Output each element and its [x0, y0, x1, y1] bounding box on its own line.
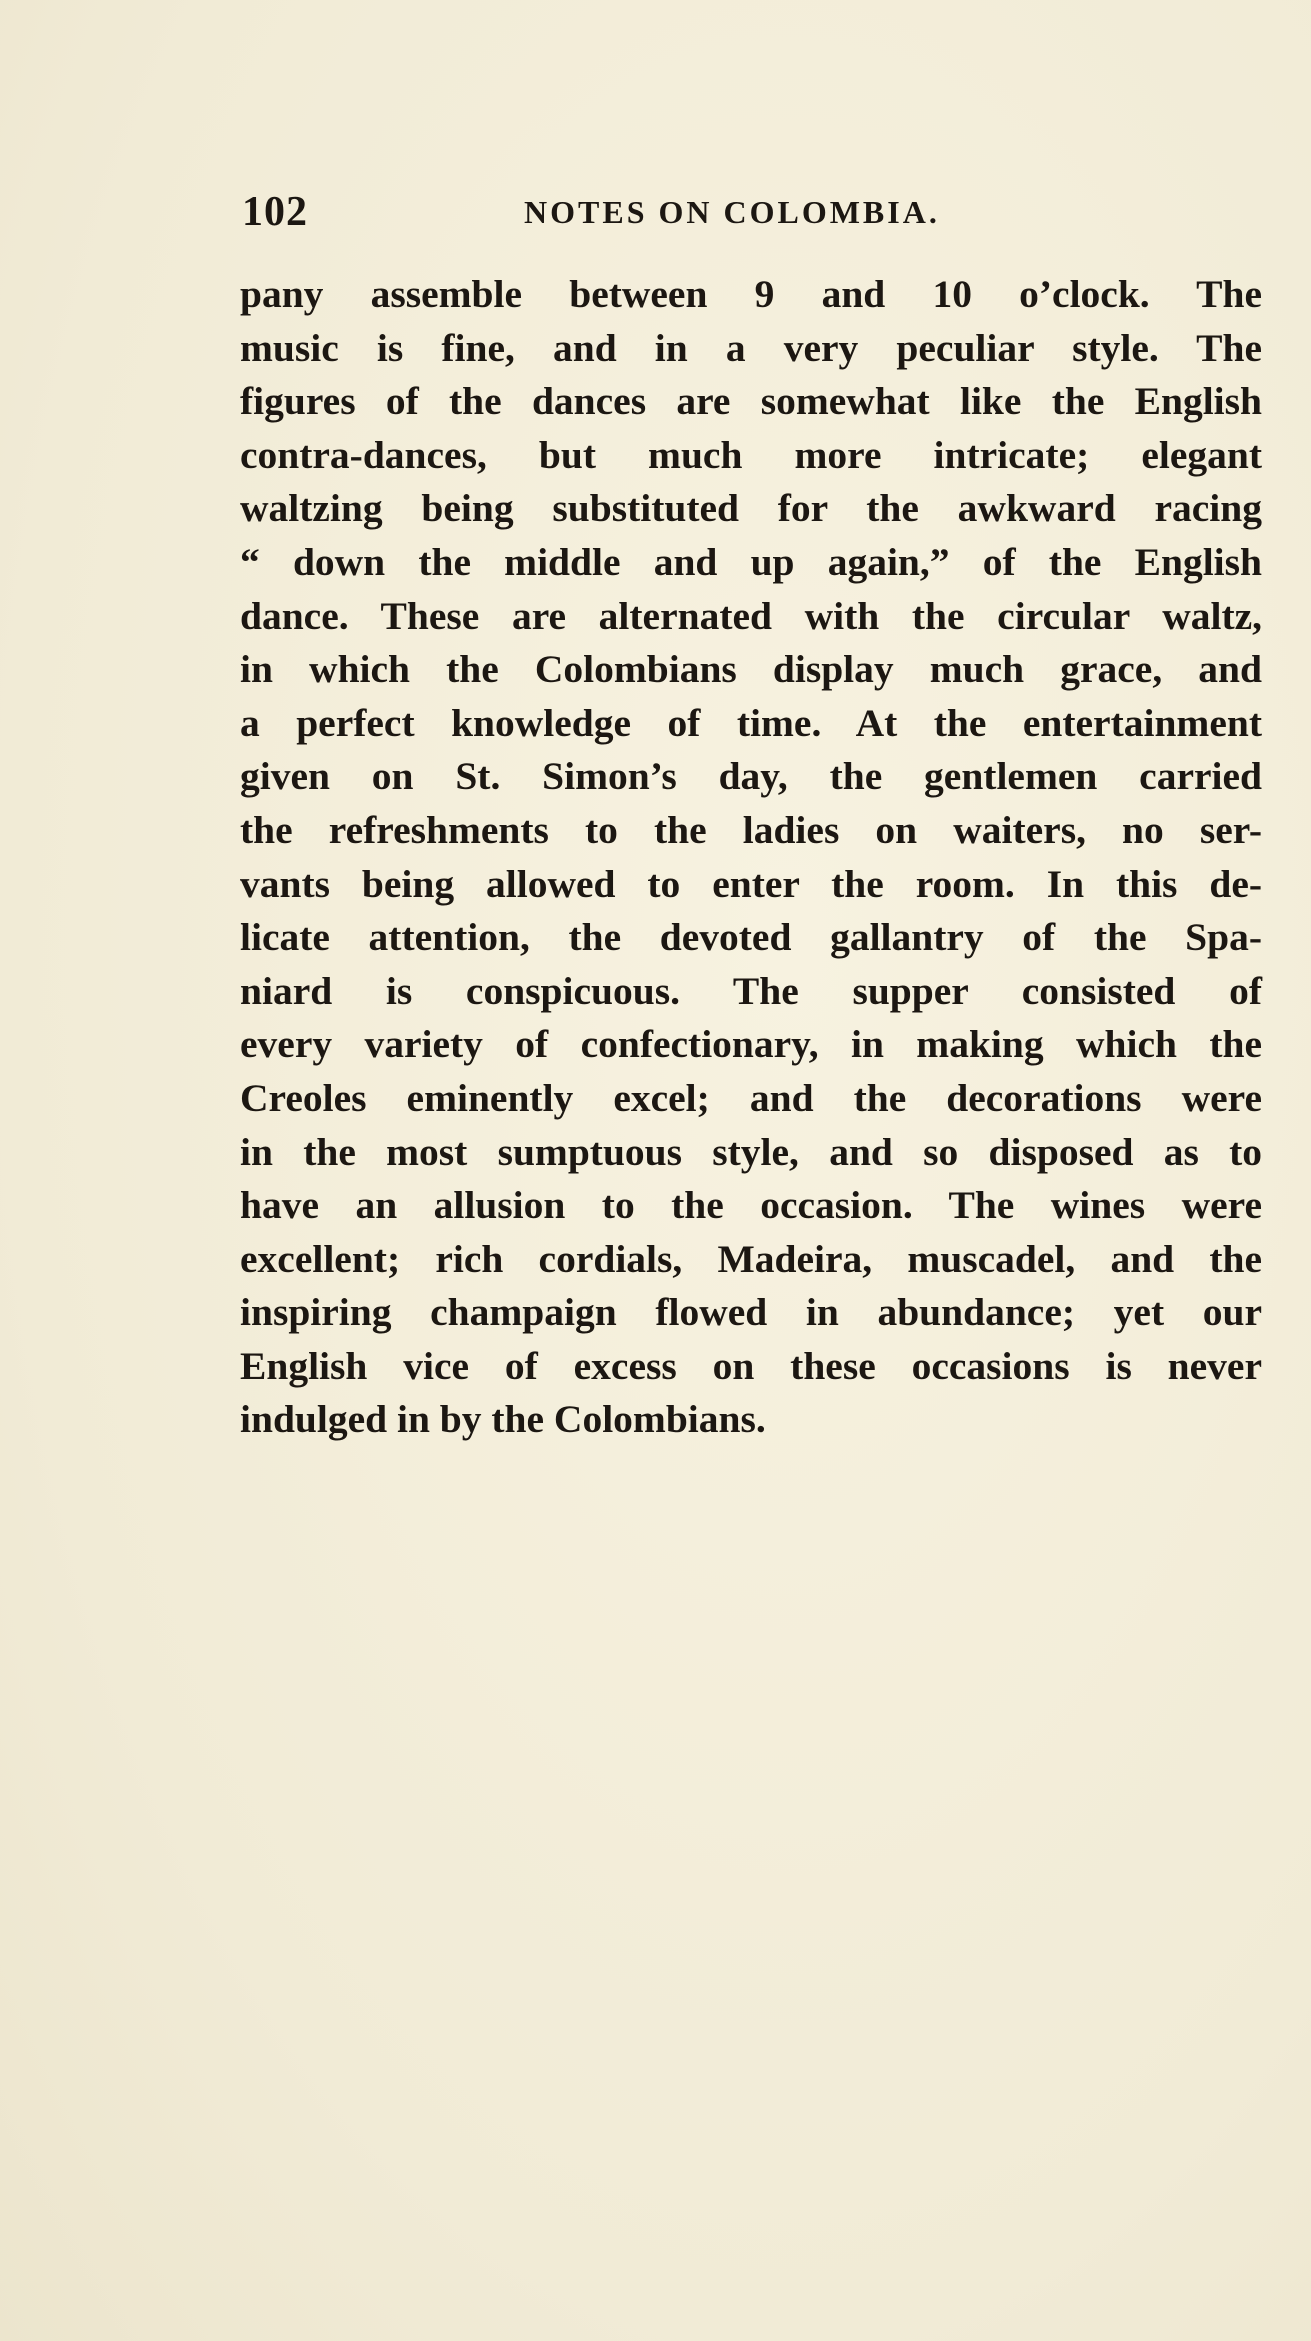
text-line: English vice of excess on these occasions is never [240, 1343, 1262, 1388]
text-line: inspiring champaign flowed in abundance; yet our [240, 1290, 1262, 1335]
text-line: indulged in by the Colombians. [240, 1397, 766, 1442]
page-header [242, 188, 1262, 238]
text-line: dance. These are alternated with the circular waltz, [240, 593, 1262, 638]
running-head: NOTES ON COLOMBIA. [524, 194, 940, 230]
text-line: a perfect knowledge of time. At the entertainment [240, 700, 1262, 745]
text-line: pany assemble between 9 and 10 o’clock. The [240, 272, 1262, 316]
text-line: in the most sumptuous style, and so disposed as to [240, 1129, 1262, 1174]
page-number: 102 [242, 189, 308, 235]
text-line: niard is conspicuous. The supper consisted of [240, 968, 1262, 1013]
text-line: Creoles eminently excel; and the decorations were [240, 1075, 1262, 1120]
text-line: given on St. Simon’s day, the gentlemen carried [240, 754, 1262, 799]
text-line: the refreshments to the ladies on waiters, no ser- [240, 807, 1262, 852]
text-line: have an allusion to the occasion. The wines were [240, 1183, 1262, 1228]
text-line: vants being allowed to enter the room. In this de- [240, 861, 1262, 906]
text-line: contra-dances, but much more intricate; elegant [240, 432, 1262, 477]
text-line: licate attention, the devoted gallantry of the Spa- [240, 915, 1262, 960]
text-line: excellent; rich cordials, Madeira, muscadel, and the [240, 1236, 1262, 1281]
text-line: every variety of confectionary, in making which the [240, 1022, 1262, 1067]
text-line: music is fine, and in a very peculiar style. The [240, 325, 1262, 370]
body-paragraph [240, 268, 1262, 1447]
text-line: “ down the middle and up again,” of the English [240, 539, 1262, 584]
text-line: in which the Colombians display much grace, and [240, 647, 1262, 692]
text-line: waltzing being substituted for the awkward racing [240, 486, 1262, 531]
text-line: figures of the dances are somewhat like the English [240, 379, 1262, 424]
